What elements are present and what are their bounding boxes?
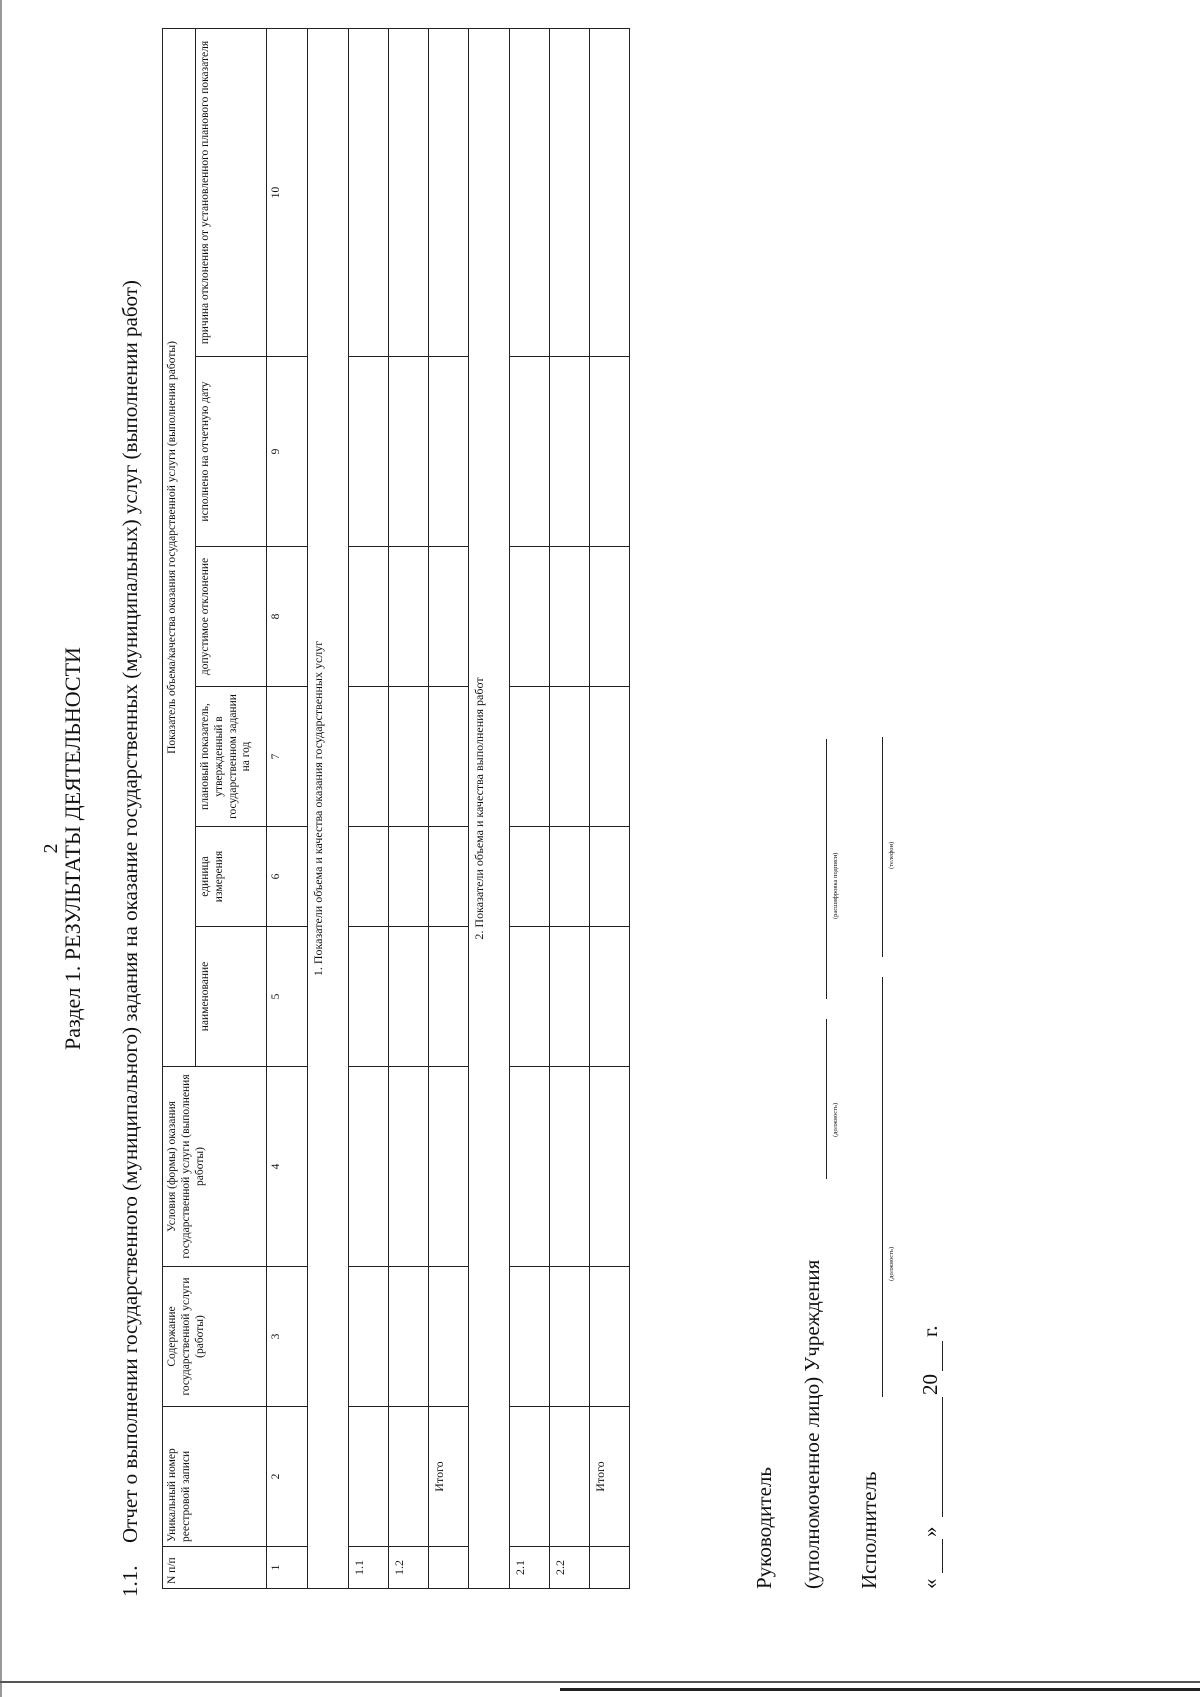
column-number: 2 (267, 1407, 308, 1547)
column-number: 4 (267, 1067, 308, 1267)
date-year-line (942, 1341, 943, 1371)
column-number: 9 (267, 357, 308, 547)
group-2-title: 2. Показатели объема и качества выполнения работ (469, 28, 510, 1588)
column-number: 7 (267, 687, 308, 827)
executor-phone-line (882, 737, 883, 957)
executor-label: Исполнитель (857, 1471, 881, 1589)
column-number: 6 (267, 827, 308, 927)
executor-position-caption: (должность) (888, 1246, 895, 1281)
column-number: 8 (267, 547, 308, 687)
table-row (389, 28, 429, 1588)
header-conditions: Условия (формы) оказания государственной услуги (выполнения работы) (163, 1067, 267, 1267)
head-signature-line (826, 739, 827, 999)
table-row (510, 28, 550, 1588)
table-row (550, 28, 590, 1588)
row-number: 2.2 (550, 1547, 590, 1589)
head-label-line2: (уполномоченное лицо) Учреждения (800, 1259, 824, 1589)
date-year-suffix: г. (918, 1325, 942, 1337)
executor-position-line (882, 977, 883, 1397)
head-position-caption: (должность) (832, 1102, 839, 1137)
page-number: 2 (40, 843, 62, 854)
header-indicator-group: Показатель объема/качества оказания государственной услуги (выполнения работы) (163, 28, 196, 1066)
total-label: Итого (429, 1407, 469, 1547)
row-number: 1.2 (389, 1547, 429, 1589)
date-month-line (942, 1397, 943, 1517)
header-num: N п/п (163, 1547, 267, 1589)
head-signature-caption: (расшифровка подписи) (832, 852, 839, 919)
report-table (162, 28, 630, 1589)
header-registry: Уникальный номер реестровой записи (163, 1407, 267, 1547)
row-number: 1.1 (349, 1547, 389, 1589)
header-planned: плановый показатель, утвержденный в государственном задании на год (196, 687, 267, 827)
table-row-total (590, 28, 630, 1588)
report-title-text: Отчет о выполнении государственного (муниципального) задания на оказание государственных (муниципальных) услуг (выполнении работ) (118, 280, 142, 1543)
head-label-line1: Руководитель (752, 1467, 776, 1589)
column-number: 10 (267, 28, 308, 356)
header-unit: единица измерения (196, 827, 267, 927)
column-number: 3 (267, 1267, 308, 1407)
header-name: наименование (196, 927, 267, 1067)
header-content: Содержание государственной услуги (работы) (163, 1267, 267, 1407)
report-number: 1.1. (118, 1565, 142, 1597)
date-close-quote: » (918, 1526, 942, 1537)
date-year-prefix: 20 (918, 1374, 942, 1395)
column-number: 5 (267, 927, 308, 1067)
header-deviation: допустимое отклонение (196, 547, 267, 687)
report-title (118, 280, 143, 1597)
head-position-line (826, 1019, 827, 1179)
header-executed: исполнено на отчетную дату (196, 357, 267, 547)
column-number: 1 (267, 1547, 308, 1589)
group-1-title: 1. Показатели объема и качества оказания государственных услуг (308, 28, 349, 1588)
date-open-quote: « (918, 1578, 942, 1589)
date-day-line (942, 1539, 943, 1573)
header-reason: причина отклонения от установленного планового показателя (196, 28, 267, 356)
executor-phone-caption: (телефон) (888, 841, 895, 869)
table-row (349, 28, 389, 1588)
row-number: 2.1 (510, 1547, 550, 1589)
table-row-total (429, 28, 469, 1588)
section-title: Раздел 1. РЕЗУЛЬТАТЫ ДЕЯТЕЛЬНОСТИ (60, 647, 85, 1050)
total-label: Итого (590, 1407, 630, 1547)
